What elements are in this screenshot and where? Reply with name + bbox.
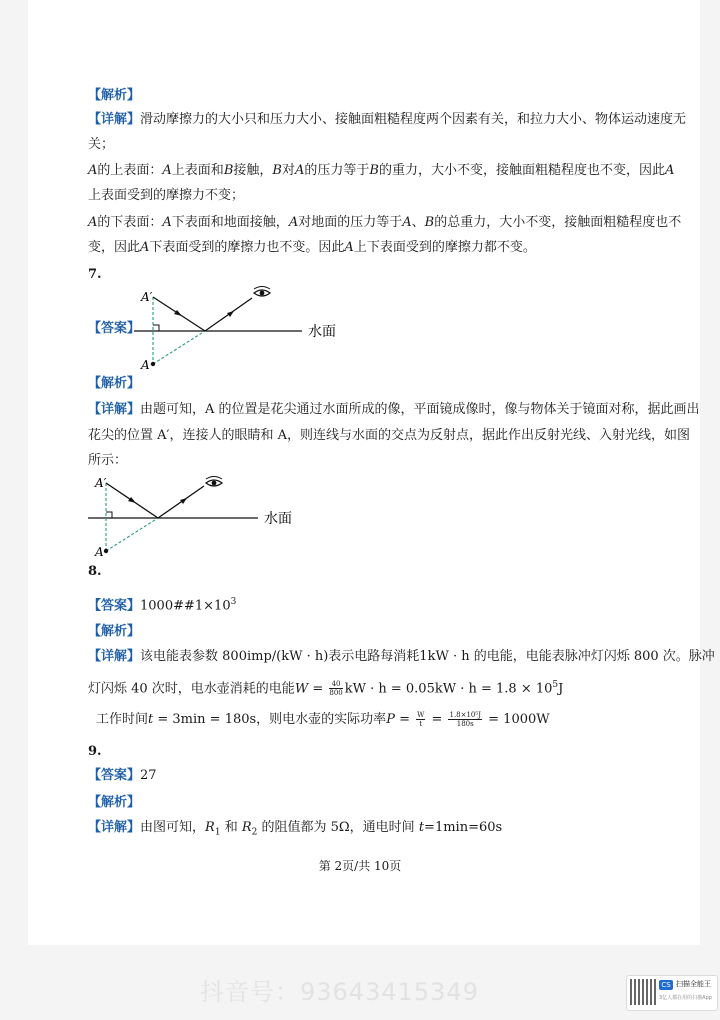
q9-detail-b: 的阻值都为 5Ω，通电时间 <box>257 820 419 835</box>
q6-upper-c: 接触， <box>233 163 273 178</box>
q8-number: 8. <box>88 564 102 579</box>
q7-detail-tag: 【详解】 <box>88 402 141 417</box>
var-a: A <box>140 240 150 255</box>
q6-upper-b: 上表面和 <box>171 163 224 178</box>
q6-detail-line-2: 关； <box>88 137 115 152</box>
q8-line3-eq: = <box>394 712 415 727</box>
q8-answer-exp: 3 <box>230 597 237 607</box>
q8-line3-eq2: = <box>427 712 447 727</box>
q9-analysis-tag: 【解析】 <box>88 795 141 810</box>
q7-analysis-tag: 【解析】 <box>88 376 141 391</box>
qr-code-icon <box>630 979 656 1005</box>
var-a: A <box>88 163 98 178</box>
q9-detail-line <box>88 819 502 842</box>
q6-lower-cont-b: 下表面受到的摩擦力也不变。因此 <box>149 240 345 255</box>
q9-and: 和 <box>220 820 242 835</box>
eye-icon <box>206 477 222 487</box>
fraction-w-over-t: $\frac{W}{t}$ <box>417 711 425 728</box>
scanner-name: 扫描全能王 <box>676 980 711 988</box>
reflected-arrow-icon <box>227 311 234 317</box>
reflected-ray <box>158 486 204 518</box>
var-p: P <box>386 712 395 727</box>
sub-2: 2 <box>251 827 258 838</box>
q6-upper-e: 的压力等于 <box>304 163 370 178</box>
q6-lower-cont-a: 变，因此 <box>88 240 141 255</box>
q8-detail-tag: 【详解】 <box>88 649 141 664</box>
var-a: A <box>294 163 305 178</box>
label-a-prime: A′ <box>95 476 107 490</box>
q9-answer-tag: 【答案】 <box>88 768 141 783</box>
q8-line3-b: = 3min = 180s，则电水壶的实际功率 <box>153 712 387 727</box>
right-angle-mark <box>153 325 159 331</box>
watermark: 抖音号：93643415349 <box>200 978 479 1006</box>
var-a: A <box>288 215 299 230</box>
q6-lower-line <box>88 214 681 232</box>
q6-lower-cont <box>88 239 536 257</box>
q7-answer-diagram <box>130 284 350 376</box>
var-t: t <box>148 712 154 727</box>
q8-detail-line-1 <box>88 648 715 666</box>
water-label: 水面 <box>264 511 292 527</box>
var-b: B <box>424 215 435 230</box>
var-a: A <box>664 163 675 178</box>
q6-upper-a: 的上表面： <box>97 163 163 178</box>
q8-line2-eq: = <box>308 681 328 697</box>
sub-1: 1 <box>214 827 221 838</box>
q8-answer: 1000##1×10 <box>140 598 231 614</box>
q8-answer-tag: 【答案】 <box>88 598 141 614</box>
image-connection-dashed-line <box>153 331 205 364</box>
fraction-40-800: $\frac{40}{800}$ <box>329 680 343 698</box>
q6-upper-d: 对 <box>281 163 295 178</box>
q6-lower-d: 、 <box>411 215 425 230</box>
q6-detail-text: 滑动摩擦力的大小只和压力大小、接触面粗糙程度两个因素有关，和拉力大小、物体运动速度无 <box>140 112 687 127</box>
q6-upper-line <box>88 162 674 180</box>
q9-answer-line <box>88 767 157 785</box>
q6-detail-tag: 【详解】 <box>88 112 141 127</box>
var-b: B <box>223 163 234 178</box>
q6-detail-line-1 <box>88 111 686 129</box>
q6-upper-f: 的重力，大小不变，接触面粗糙程度也不变，因此 <box>378 163 665 178</box>
q8-line3-c: = 1000W <box>484 712 550 727</box>
scanner-badge <box>626 975 718 1011</box>
q7-detail-line-3: 所示： <box>88 453 128 468</box>
var-t: t <box>418 820 425 835</box>
q9-answer: 27 <box>140 768 157 783</box>
q9-detail-c: =1min=60s <box>424 820 503 835</box>
q8-answer-line <box>88 593 236 615</box>
right-angle-mark <box>106 512 112 518</box>
q6-lower-a: 的下表面： <box>97 215 163 230</box>
q7-detail-line-2: 花尖的位置 A′，连接人的眼睛和 A，则连线与水面的交点为反射点，据此作出反射光线、入射光线，如图 <box>88 428 690 443</box>
water-label: 水面 <box>308 324 336 340</box>
var-w: W <box>294 681 309 697</box>
reflected-arrow-icon <box>180 498 187 504</box>
var-a: A <box>162 163 172 178</box>
q8-line2-b: kW · h = 0.05kW · h = 1.8 × 10 <box>344 681 553 697</box>
q6-analysis-tag: 【解析】 <box>88 88 141 103</box>
q8-detail-line-3 <box>96 711 550 729</box>
q8-detail-text-1: 该电能表参数 800imp/(kW · h)表示电路每消耗1kW · h 的电能，电能表脉冲灯闪烁 800 次。脉冲 <box>140 649 715 664</box>
point-a-dot <box>151 362 155 366</box>
q8-line2-a: 灯闪烁 40 次时，电水壶消耗的电能 <box>88 681 295 697</box>
q9-detail-a: 由图可知， <box>140 820 206 835</box>
q7-detail-text-1: 由题可知，A 的位置是花尖通过水面所成的像，平面镜成像时，像与物体关于镜面对称，据此画出 <box>140 402 700 417</box>
q6-lower-c: 对地面的压力等于 <box>298 215 403 230</box>
var-a: A <box>162 215 172 230</box>
scanner-subtitle: 3亿人都在用的扫描App <box>659 995 712 1001</box>
var-a: A <box>402 215 412 230</box>
fraction-energy-over-time: $\frac{\text{1.8×10⁵J}}{180s}$ <box>449 711 482 728</box>
q8-line3-a: 工作时间 <box>96 712 149 727</box>
q9-detail-tag: 【详解】 <box>88 820 141 835</box>
q7-number: 7. <box>88 267 102 282</box>
q7-detail-diagram <box>84 474 314 558</box>
image-connection-dashed-line <box>106 518 158 551</box>
q6-lower-cont-c: 上下表面受到的摩擦力都不变。 <box>353 240 536 255</box>
var-r: R <box>241 820 252 835</box>
q8-analysis-tag: 【解析】 <box>88 624 141 639</box>
page-footer: 第 2页/共 10页 <box>318 859 402 873</box>
q6-lower-b: 下表面和地面接触， <box>171 215 289 230</box>
q7-detail-line-1 <box>88 401 700 419</box>
q9-number: 9. <box>88 744 102 759</box>
var-b: B <box>272 163 282 178</box>
cs-logo: CS <box>659 980 673 990</box>
q8-line2-unit: J <box>558 681 564 697</box>
q7-answer-tag: 【答案】 <box>88 321 141 336</box>
var-a: A <box>88 215 98 230</box>
var-b: B <box>369 163 379 178</box>
label-a-prime: A′ <box>141 290 153 304</box>
point-a-dot <box>104 549 108 553</box>
label-a: A <box>141 358 150 372</box>
q6-upper-cont: 上表面受到的摩擦力不变； <box>88 188 245 203</box>
var-a: A <box>344 240 354 255</box>
eye-icon <box>254 287 270 297</box>
label-a: A <box>95 545 104 558</box>
q8-detail-line-2 <box>88 676 563 698</box>
var-r: R <box>205 820 215 835</box>
q8-line2-exp: 5 <box>552 680 559 690</box>
q6-lower-e: 的总重力，大小不变，接触面粗糙程度也不 <box>434 215 682 230</box>
